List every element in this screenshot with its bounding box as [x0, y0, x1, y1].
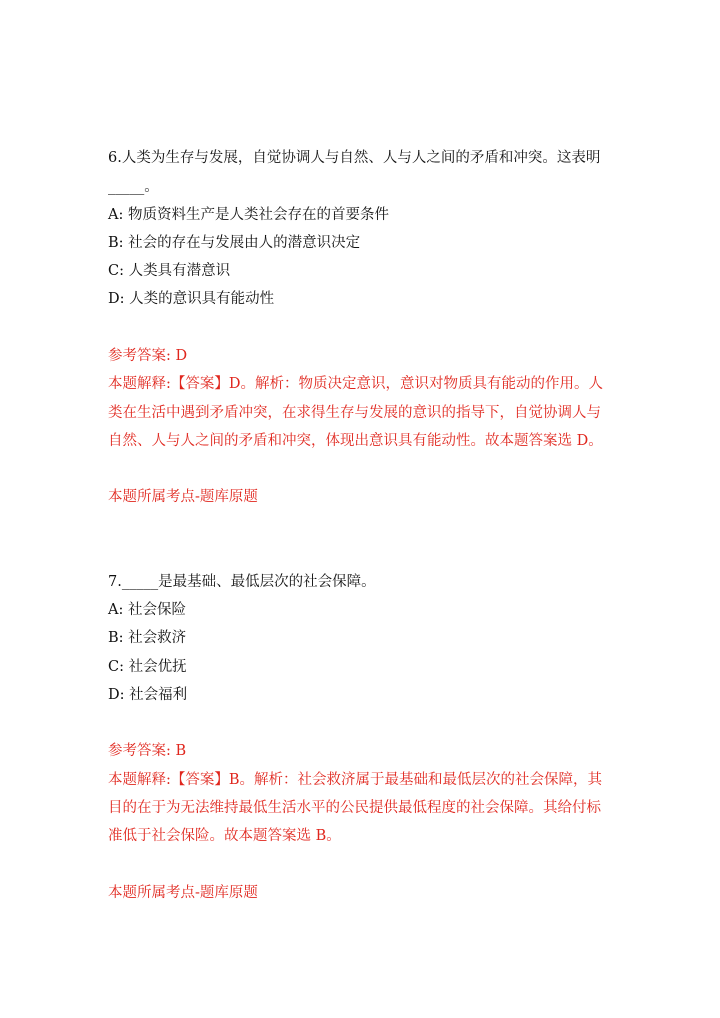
question-stem: 6.人类为生存与发展，自觉协调人与自然、人与人之间的矛盾和冲突。这表明 [108, 150, 601, 166]
option-a: A: 社会保险 [108, 602, 186, 618]
option-b: B: 社会救济 [108, 630, 187, 646]
option-d: D: 社会福利 [108, 687, 188, 703]
source-note: 本题所属考点-题库原题 [108, 489, 258, 505]
explanation-line: 目的在于为无法维持最低生活水平的公民提供最低程度的社会保障。其给付标 [108, 800, 601, 816]
option-b: B: 社会的存在与发展由人的潜意识决定 [108, 235, 361, 251]
option-c: C: 人类具有潜意识 [108, 263, 231, 279]
explanation-line: 准低于社会保险。故本题答案选 B。 [108, 828, 341, 844]
question-stem: 7._____是最基础、最低层次的社会保障。 [108, 574, 376, 590]
answer: 参考答案: D [108, 348, 188, 364]
option-c: C: 社会优抚 [108, 659, 187, 675]
option-d: D: 人类的意识具有能动性 [108, 291, 275, 307]
option-a: A: 物质资料生产是人类社会存在的首要条件 [108, 207, 389, 223]
question-stem-blank: _____。 [108, 179, 159, 195]
explanation-line: 本题解释:【答案】D。解析：物质决定意识，意识对物质具有能动的作用。人 [108, 376, 604, 392]
answer: 参考答案: B [108, 743, 187, 759]
explanation-line: 自然、人与人之间的矛盾和冲突，体现出意识具有能动性。故本题答案选 D。 [108, 433, 603, 449]
explanation-line: 类在生活中遇到矛盾冲突，在求得生存与发展的意识的指导下，自觉协调人与 [108, 405, 601, 421]
source-note: 本题所属考点-题库原题 [108, 885, 258, 901]
explanation-line: 本题解释:【答案】B。解析：社会救济属于最基础和最低层次的社会保障，其 [108, 772, 603, 788]
